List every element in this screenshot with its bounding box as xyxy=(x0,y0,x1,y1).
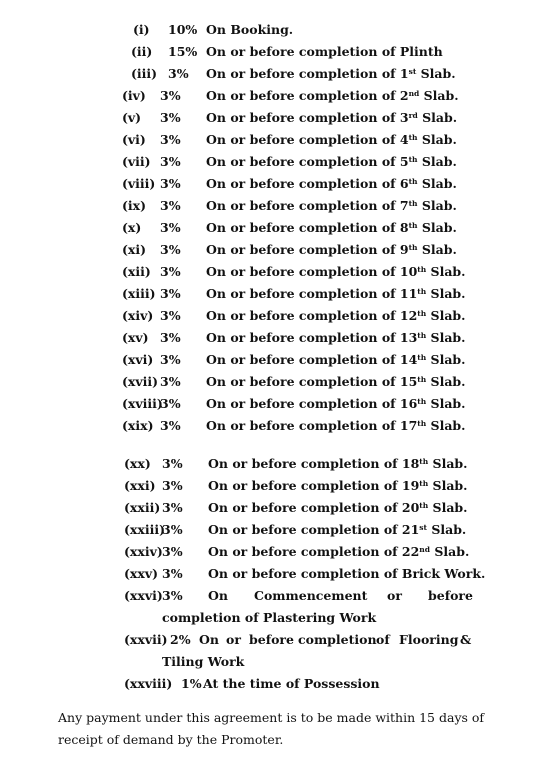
item-text xyxy=(206,86,459,108)
item-text-tail: Slab. xyxy=(419,88,459,103)
item-percent: 3% xyxy=(160,352,181,367)
item-text-tail: Slab. xyxy=(417,220,457,235)
item-percent: 1% xyxy=(181,676,202,691)
item-number: (xviii) xyxy=(122,396,163,411)
item-number: (xxviii) xyxy=(124,676,173,691)
item-text-main: On or before completion of 15 xyxy=(206,374,418,389)
item-text-main: On or before completion of 13 xyxy=(206,330,418,345)
item-text-tail: Slab. xyxy=(428,500,468,515)
item-text-main: On or before completion of 4 xyxy=(206,132,409,147)
ordinal-suffix: th xyxy=(417,353,427,362)
item-text xyxy=(206,416,466,438)
item-number: (xxi) xyxy=(124,478,156,493)
item-text-line2: Tiling Work xyxy=(162,654,245,669)
ordinal-suffix: th xyxy=(419,457,429,466)
item-text-tail: Slab. xyxy=(417,198,457,213)
ordinal-suffix: th xyxy=(408,221,418,230)
item-number: (xxvi) xyxy=(124,588,163,603)
item-text-tail: Slab. xyxy=(417,154,457,169)
item-text: At the time of Possession xyxy=(203,676,380,691)
item-text xyxy=(208,520,466,542)
item-percent: 3% xyxy=(162,522,183,537)
item-text-main: On or before completion of 10 xyxy=(206,264,418,279)
item-text-main: On or before completion of 9 xyxy=(206,242,409,257)
item-text-main: On or before completion of 16 xyxy=(206,396,418,411)
item-percent: 15% xyxy=(168,44,198,59)
item-percent: 3% xyxy=(162,544,183,559)
ordinal-suffix: th xyxy=(419,501,429,510)
word: or xyxy=(387,588,402,603)
ordinal-suffix: nd xyxy=(408,89,420,98)
item-number: (xvii) xyxy=(122,374,159,389)
item-number: (xxiii) xyxy=(124,522,165,537)
item-number: (i) xyxy=(133,22,150,37)
item-text-main: On or before completion of 19 xyxy=(208,478,420,493)
item-text-tail: Slab. xyxy=(426,308,466,323)
ordinal-suffix: th xyxy=(417,331,427,340)
item-text-tail: Slab. xyxy=(426,374,466,389)
item-text-main: On or before completion of 21 xyxy=(208,522,420,537)
item-percent: 3% xyxy=(160,396,181,411)
item-percent: 3% xyxy=(160,176,181,191)
item-percent: 10% xyxy=(168,22,198,37)
item-number: (iii) xyxy=(131,66,158,81)
item-text xyxy=(206,240,457,262)
paragraph-line: Any payment under this agreement is to be made within 15 days of xyxy=(58,710,485,725)
word: Flooring xyxy=(399,632,459,647)
word: or xyxy=(226,632,241,647)
item-number: (xiii) xyxy=(122,286,156,301)
item-text xyxy=(208,498,468,520)
word: & xyxy=(460,632,472,647)
item-percent: 3% xyxy=(160,110,181,125)
item-text xyxy=(206,196,457,218)
ordinal-suffix: th xyxy=(417,397,427,406)
item-number: (iv) xyxy=(122,88,146,103)
item-text-tail: Slab. xyxy=(426,286,466,301)
item-number: (x) xyxy=(122,220,142,235)
item-text: On or before completion of Brick Work. xyxy=(208,566,486,581)
item-text-tail: Slab. xyxy=(426,522,467,537)
item-percent: 3% xyxy=(160,198,181,213)
item-text-main: On or before completion of 8 xyxy=(206,220,409,235)
item-number: (viii) xyxy=(122,176,156,191)
ordinal-suffix: th xyxy=(408,133,418,142)
item-number: (vi) xyxy=(122,132,146,147)
item-percent: 3% xyxy=(160,330,181,345)
item-text xyxy=(206,328,466,350)
item-text-main: On or before completion of 7 xyxy=(206,198,409,213)
ordinal-suffix: th xyxy=(419,479,429,488)
ordinal-suffix: th xyxy=(408,243,418,252)
item-text-tail: Slab. xyxy=(417,176,457,191)
item-text xyxy=(206,174,457,196)
item-number: (vii) xyxy=(122,154,151,169)
item-number: (xvi) xyxy=(122,352,154,367)
item-text-main: On or before completion of 14 xyxy=(206,352,418,367)
item-text xyxy=(208,476,468,498)
word: before xyxy=(249,632,294,647)
item-text xyxy=(206,108,457,130)
item-number: (xx) xyxy=(124,456,151,471)
item-text-main: On or before completion of 20 xyxy=(208,500,420,515)
item-text-tail: Slab. xyxy=(426,418,466,433)
item-number: (xi) xyxy=(122,242,147,257)
word: before xyxy=(428,588,473,603)
item-text-main: On or before completion of 6 xyxy=(206,176,409,191)
item-percent: 3% xyxy=(160,88,181,103)
ordinal-suffix: th xyxy=(417,265,427,274)
item-text xyxy=(208,454,468,476)
item-text-main: On or before completion of 1 xyxy=(206,66,409,81)
item-text-tail: Slab. xyxy=(416,66,456,81)
item-text-tail: Slab. xyxy=(426,396,466,411)
item-text xyxy=(206,284,466,306)
item-percent: 3% xyxy=(160,220,181,235)
word: Commencement xyxy=(254,588,368,603)
item-percent: 3% xyxy=(162,566,183,581)
ordinal-suffix: rd xyxy=(408,111,418,120)
item-percent: 3% xyxy=(168,66,189,81)
item-text-main: On or before completion of 12 xyxy=(206,308,418,323)
item-number: (xxiv) xyxy=(124,544,163,559)
word: completion xyxy=(298,632,377,647)
item-text-tail: Slab. xyxy=(417,242,457,257)
item-percent: 3% xyxy=(160,242,181,257)
item-text-main: On or before completion of 3 xyxy=(206,110,409,125)
item-percent: 3% xyxy=(160,264,181,279)
item-text-main: On or before completion of 17 xyxy=(206,418,418,433)
item-percent: 3% xyxy=(162,588,183,603)
item-number: (xv) xyxy=(122,330,149,345)
item-text xyxy=(206,306,466,328)
item-percent: 3% xyxy=(162,500,183,515)
word: of xyxy=(376,632,390,647)
item-number: (xii) xyxy=(122,264,151,279)
ordinal-suffix: th xyxy=(417,375,427,384)
item-text-main: On or before completion of 22 xyxy=(208,544,420,559)
item-text xyxy=(206,130,457,152)
item-text-tail: Slab. xyxy=(417,110,458,125)
item-text xyxy=(206,218,457,240)
ordinal-suffix: th xyxy=(417,287,427,296)
item-text-tail: Slab. xyxy=(429,544,470,559)
item-text-tail: Slab. xyxy=(426,264,466,279)
ordinal-suffix: th xyxy=(417,419,427,428)
item-text-main: On or before completion of 18 xyxy=(208,456,420,471)
item-number: (ix) xyxy=(122,198,147,213)
item-text-tail: Slab. xyxy=(428,456,468,471)
ordinal-suffix: th xyxy=(408,199,418,208)
item-number: (ii) xyxy=(131,44,153,59)
item-number: (v) xyxy=(122,110,142,125)
item-text-tail: Slab. xyxy=(428,478,468,493)
item-number: (xiv) xyxy=(122,308,154,323)
item-percent: 3% xyxy=(160,308,181,323)
item-text xyxy=(206,372,466,394)
item-text-main: On or before completion of 5 xyxy=(206,154,409,169)
ordinal-suffix: th xyxy=(408,155,418,164)
ordinal-suffix: st xyxy=(419,523,427,532)
item-text-main: On or before completion of 2 xyxy=(206,88,409,103)
item-text-tail: Slab. xyxy=(417,132,457,147)
item-percent: 3% xyxy=(162,478,183,493)
item-text xyxy=(206,64,456,86)
item-percent: 3% xyxy=(160,154,181,169)
item-text-tail: Slab. xyxy=(426,330,466,345)
item-percent: 3% xyxy=(160,132,181,147)
item-text xyxy=(208,542,469,564)
item-text xyxy=(206,262,466,284)
item-text-main: On or before completion of 11 xyxy=(206,286,418,301)
item-text xyxy=(206,394,466,416)
paragraph-line: receipt of demand by the Promoter. xyxy=(58,732,284,747)
word: On xyxy=(199,632,219,647)
item-text-tail: Slab. xyxy=(426,352,466,367)
ordinal-suffix: nd xyxy=(419,545,430,554)
item-number: (xxvii) xyxy=(124,632,168,647)
item-number: (xix) xyxy=(122,418,154,433)
payment-terms-paragraph xyxy=(58,707,528,751)
item-text: On Booking. xyxy=(206,22,294,37)
ordinal-suffix: st xyxy=(408,67,417,76)
item-text xyxy=(206,152,457,174)
word: On xyxy=(208,588,228,603)
item-number: (xxv) xyxy=(124,566,158,581)
item-percent: 3% xyxy=(160,418,181,433)
item-text: On or before completion of Plinth xyxy=(206,44,443,59)
ordinal-suffix: th xyxy=(408,177,418,186)
item-percent: 3% xyxy=(162,456,183,471)
item-text-line2: completion of Plastering Work xyxy=(162,610,377,625)
item-percent: 3% xyxy=(160,374,181,389)
item-number: (xxii) xyxy=(124,500,161,515)
ordinal-suffix: th xyxy=(417,309,427,318)
item-percent: 2% xyxy=(170,632,191,647)
item-percent: 3% xyxy=(160,286,181,301)
item-text xyxy=(206,350,466,372)
